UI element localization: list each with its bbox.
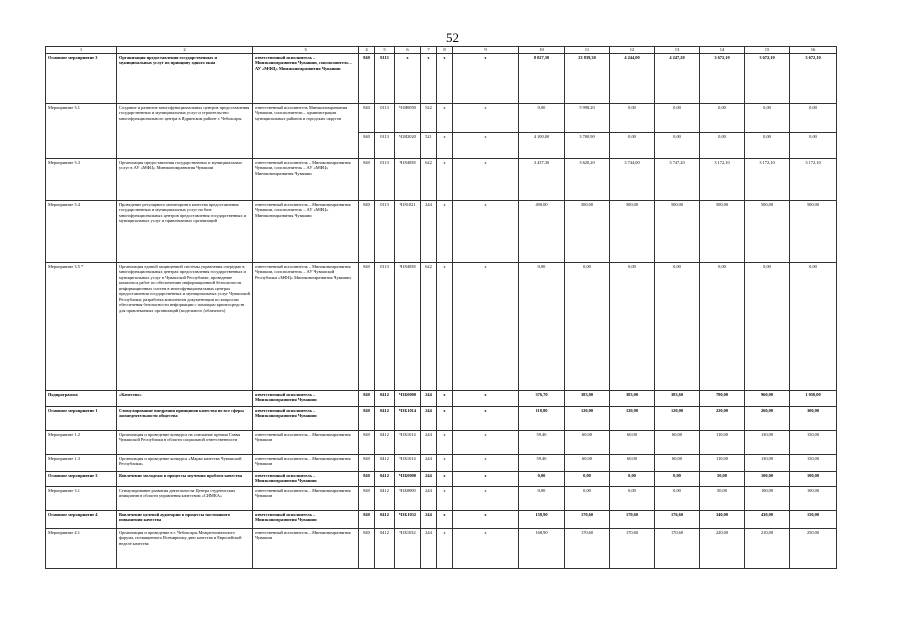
- amount-cell: 0,00: [610, 104, 655, 133]
- amount-cell: 0,00: [610, 487, 655, 511]
- activity-code-cell: Подпрограмма: [46, 391, 117, 407]
- budget-code-cell: 244: [421, 529, 437, 569]
- budget-code-cell: x: [437, 391, 453, 407]
- executor-cell: ответственный исполнитель – Минэкономразвития Чувашии, соисполнитель – АУ «МФЦ» Минэкономразвития Чувашии: [253, 159, 359, 201]
- budget-code-cell: x: [437, 511, 453, 529]
- amount-cell: 60,00: [655, 455, 700, 472]
- amount-cell: 170,60: [565, 511, 610, 529]
- column-number-cell: 15: [745, 47, 790, 54]
- budget-code-cell: x: [453, 529, 519, 569]
- column-number-cell: 1: [46, 47, 117, 54]
- table-row: [46, 487, 837, 511]
- budget-code-cell: Ч1Б0000: [395, 391, 421, 407]
- amount-cell: 0,00: [655, 472, 700, 487]
- budget-code-cell: x: [453, 201, 519, 263]
- amount-cell: 168,90: [519, 529, 565, 569]
- amount-cell: 1 050,00: [790, 391, 837, 407]
- amount-cell: 120,00: [655, 407, 700, 431]
- amount-cell: 3 172,10: [790, 159, 837, 201]
- executor-cell: ответственный исполнитель – Минэкономразвития Чувашии: [253, 455, 359, 472]
- budget-code-cell: x: [437, 133, 453, 159]
- amount-cell: 3 744,00: [610, 159, 655, 201]
- executor-cell: ответственный исполнитель – Минэкономразвития Чувашии: [253, 407, 359, 431]
- amount-cell: 100,00: [745, 472, 790, 487]
- table-row: [46, 511, 837, 529]
- amount-cell: 150,00: [790, 455, 837, 472]
- amount-cell: 0,00: [700, 104, 745, 133]
- amount-cell: 150,00: [790, 431, 837, 455]
- activity-code-cell: Мероприятие 3.3: [46, 159, 117, 201]
- budget-code-cell: 244: [421, 487, 437, 511]
- activity-code-cell: Мероприятие 3.5 *: [46, 263, 117, 391]
- amount-cell: 60,00: [565, 431, 610, 455]
- amount-cell: 0,00: [655, 263, 700, 391]
- amount-cell: 0,00: [790, 104, 837, 133]
- budget-code-cell: 840: [359, 159, 375, 201]
- budget-code-cell: 244: [421, 391, 437, 407]
- budget-code-cell: x: [437, 487, 453, 511]
- amount-cell: 0,00: [610, 133, 655, 159]
- column-number-cell: 5: [375, 47, 395, 54]
- budget-code-cell: x: [437, 159, 453, 201]
- budget-code-cell: 840: [359, 263, 375, 391]
- amount-cell: 780,00: [700, 391, 745, 407]
- budget-code-cell: x: [453, 54, 519, 104]
- budget-code-cell: Ч1Б0000: [395, 487, 421, 511]
- budget-code-cell: x: [437, 472, 453, 487]
- budget-code-cell: 0412: [375, 431, 395, 455]
- amount-cell: 100,00: [790, 472, 837, 487]
- amount-cell: 5 998,20: [565, 104, 610, 133]
- executor-cell: ответственный исполнитель – Минэкономразвития Чувашии: [253, 529, 359, 569]
- column-number-cell: 7: [421, 47, 437, 54]
- amount-cell: 0,00: [519, 472, 565, 487]
- amount-cell: 4 100,00: [519, 133, 565, 159]
- amount-cell: 500,00: [700, 201, 745, 263]
- budget-code-cell: Ч1Б1014: [395, 407, 421, 431]
- amount-cell: 50,00: [700, 472, 745, 487]
- budget-code-cell: x: [453, 472, 519, 487]
- budget-code-cell: 0113: [375, 104, 395, 133]
- budget-code-cell: 0412: [375, 391, 395, 407]
- budget-code-cell: 840: [359, 529, 375, 569]
- executor-cell: ответственный исполнитель – Минэкономразвития Чувашии: [253, 487, 359, 511]
- budget-code-cell: 840: [359, 104, 375, 133]
- budget-code-cell: x: [437, 263, 453, 391]
- activity-code-cell: Мероприятие 3.1: [46, 487, 117, 511]
- amount-cell: 0,00: [655, 487, 700, 511]
- budget-code-cell: 840: [359, 487, 375, 511]
- budget-code-cell: 840: [359, 54, 375, 104]
- column-number-cell: 16: [790, 47, 837, 54]
- amount-cell: 260,00: [745, 407, 790, 431]
- amount-cell: 0,00: [610, 263, 655, 391]
- activity-code-cell: Мероприятие 1.3: [46, 455, 117, 472]
- budget-code-cell: x: [453, 391, 519, 407]
- amount-cell: 158,90: [519, 511, 565, 529]
- amount-cell: 0,00: [700, 263, 745, 391]
- activity-name-cell: Вовлечение молодежи в процессы изучения проблем качества: [117, 472, 253, 487]
- column-number-cell: 2: [117, 47, 253, 54]
- executor-cell: ответственный исполнитель – Минэкономразвития Чувашии: [253, 472, 359, 487]
- amount-cell: 3 672,10: [700, 54, 745, 104]
- amount-cell: 170,60: [610, 529, 655, 569]
- amount-cell: 0,00: [790, 133, 837, 159]
- budget-code-cell: 0412: [375, 407, 395, 431]
- amount-cell: 100,00: [790, 487, 837, 511]
- amount-cell: 383,00: [610, 391, 655, 407]
- amount-cell: 3 172,10: [745, 159, 790, 201]
- table-row: [46, 472, 837, 487]
- budget-code-cell: Ч1Б1014: [395, 455, 421, 472]
- amount-cell: 220,00: [700, 529, 745, 569]
- budget-code-cell: 840: [359, 431, 375, 455]
- budget-code-cell: Ч1Б0000: [395, 472, 421, 487]
- activity-name-cell: «Качество»: [117, 391, 253, 407]
- amount-cell: 0,00: [745, 263, 790, 391]
- activity-name-cell: Стимулирование внедрения принципов качества во все сферы жизнедеятельности общества: [117, 407, 253, 431]
- column-number-cell: 4: [359, 47, 375, 54]
- budget-code-cell: x: [437, 455, 453, 472]
- activity-name-cell: Организация единой защищенной системы управления очередью в многофункциональных центрах предоставления государственных и муниципальных услуг в Чувашской Республике, проведение комплекса работ по обеспечению информационной безопасности информационных систем в многофункциональных центрах предоставления государственных и муниципальных услуг Чувашской Республики, разработка комплектов документации по вопросам обеспечения безопасности информации с помощью криптосредств для привлекаемых организаций (модельного (облачного): [117, 263, 253, 391]
- budget-code-cell: 244: [421, 455, 437, 472]
- budget-code-cell: Ч181021: [395, 201, 421, 263]
- amount-cell: 0,00: [519, 487, 565, 511]
- amount-cell: 110,00: [700, 455, 745, 472]
- amount-cell: 383,00: [565, 391, 610, 407]
- amount-cell: 490,00: [519, 201, 565, 263]
- budget-code-cell: Ч1Б1014: [395, 431, 421, 455]
- amount-cell: 120,00: [610, 407, 655, 431]
- amount-cell: 60,00: [610, 455, 655, 472]
- amount-cell: 50,00: [700, 487, 745, 511]
- amount-cell: 4 247,20: [655, 54, 700, 104]
- amount-cell: 500,00: [745, 201, 790, 263]
- activity-name-cell: Организация и проведение конкурса «Марка качества Чувашской Республики»: [117, 455, 253, 472]
- budget-code-cell: 840: [359, 407, 375, 431]
- amount-cell: 220,00: [700, 407, 745, 431]
- activity-code-cell: Основное мероприятие 4: [46, 511, 117, 529]
- amount-cell: 8 027,30: [519, 54, 565, 104]
- budget-code-cell: x: [453, 159, 519, 201]
- page-number: 52: [446, 30, 459, 45]
- budget-code-cell: x: [453, 104, 519, 133]
- budget-code-cell: x: [437, 529, 453, 569]
- budget-code-cell: 0113: [375, 133, 395, 159]
- activity-name-cell: Проведение регулярного мониторинга качества предоставления государственных и муниципальных услуг на базе многофункциональных центров предоставления государственных и муниципальных услуг и привлекаемых организаций: [117, 201, 253, 263]
- amount-cell: 170,60: [655, 529, 700, 569]
- executor-cell: ответственный исполнитель – Минэкономразвития Чувашии, соисполнитель – АУ «МФЦ» Минэкономразвития Чувашии: [253, 54, 359, 104]
- table-row: [46, 54, 837, 104]
- amount-cell: 0,00: [610, 472, 655, 487]
- activity-code-cell: Мероприятие 3.1: [46, 104, 117, 159]
- budget-code-cell: x: [437, 54, 453, 104]
- budget-code-cell: 0113: [375, 201, 395, 263]
- budget-code-cell: x: [453, 407, 519, 431]
- amount-cell: 383,60: [655, 391, 700, 407]
- amount-cell: 3 747,20: [655, 159, 700, 201]
- column-number-cell: 10: [519, 47, 565, 54]
- budget-code-cell: 0113: [375, 263, 395, 391]
- activity-code-cell: Мероприятие 4.1: [46, 529, 117, 569]
- budget-code-cell: 244: [421, 431, 437, 455]
- amount-cell: 0,00: [565, 472, 610, 487]
- budget-code-cell: 840: [359, 391, 375, 407]
- column-number-cell: 12: [610, 47, 655, 54]
- budget-code-cell: 622: [421, 263, 437, 391]
- amount-cell: 3 620,20: [565, 159, 610, 201]
- amount-cell: 3 700,90: [565, 133, 610, 159]
- budget-code-cell: x: [453, 455, 519, 472]
- amount-cell: 4 244,00: [610, 54, 655, 104]
- executor-cell: ответственный исполнитель – Минэкономразвития Чувашии: [253, 511, 359, 529]
- budget-code-cell: 522: [421, 104, 437, 133]
- budget-code-cell: 0412: [375, 487, 395, 511]
- budget-code-cell: x: [453, 487, 519, 511]
- amount-cell: 3 672,10: [745, 54, 790, 104]
- budget-code-cell: 840: [359, 511, 375, 529]
- budget-code-cell: 622: [421, 159, 437, 201]
- amount-cell: 60,00: [565, 455, 610, 472]
- program-financing-table: [45, 46, 837, 569]
- table-row: [46, 159, 837, 201]
- amount-cell: 60,00: [610, 431, 655, 455]
- budget-code-cell: 244: [421, 511, 437, 529]
- activity-name-cell: Организация предоставления государственных и муниципальных услуг в АУ «МФЦ» Минэкономразвития Чувашии: [117, 159, 253, 201]
- budget-code-cell: 840: [359, 472, 375, 487]
- budget-code-cell: x: [437, 104, 453, 133]
- activity-code-cell: Мероприятие 3.4: [46, 201, 117, 263]
- amount-cell: 0,00: [700, 133, 745, 159]
- activity-code-cell: Основное мероприятие 1: [46, 407, 117, 431]
- table-row: [46, 263, 837, 391]
- table-row: [46, 407, 837, 431]
- executor-cell: ответственный исполнитель – Минэкономразвития Чувашии: [253, 391, 359, 407]
- budget-code-cell: 0113: [375, 159, 395, 201]
- amount-cell: 110,00: [700, 431, 745, 455]
- activity-name-cell: Вовлечение целевой аудитории в процессы постоянного повышения качества: [117, 511, 253, 529]
- column-number-cell: 14: [700, 47, 745, 54]
- budget-code-cell: 244: [421, 472, 437, 487]
- budget-code-cell: 840: [359, 133, 375, 159]
- table-row: [46, 201, 837, 263]
- column-number-cell: 9: [453, 47, 519, 54]
- table-body: [46, 47, 837, 569]
- amount-cell: 0,00: [745, 133, 790, 159]
- amount-cell: 0,00: [790, 263, 837, 391]
- amount-cell: 300,00: [790, 407, 837, 431]
- activity-code-cell: Основное мероприятие 3: [46, 472, 117, 487]
- budget-code-cell: 521: [421, 133, 437, 159]
- column-number-cell: 8: [437, 47, 453, 54]
- amount-cell: 100,00: [745, 487, 790, 511]
- budget-code-cell: 0113: [375, 54, 395, 104]
- amount-cell: 3 437,30: [519, 159, 565, 201]
- activity-name-cell: Стимулирование развития деятельности Центра студенческих инициатив в области управления качеством «СИМКА»: [117, 487, 253, 511]
- table-row: [46, 529, 837, 569]
- table-row: [46, 455, 837, 472]
- budget-code-cell: 0412: [375, 472, 395, 487]
- amount-cell: 176,60: [655, 511, 700, 529]
- activity-code-cell: Основное мероприятие 3: [46, 54, 117, 104]
- amount-cell: 3 172,10: [700, 159, 745, 201]
- executor-cell: ответственный исполнитель – Минэкономразвития Чувашии: [253, 431, 359, 455]
- column-number-cell: 11: [565, 47, 610, 54]
- budget-code-cell: 0412: [375, 455, 395, 472]
- amount-cell: 23 839,30: [565, 54, 610, 104]
- executor-cell: ответственный исполнитель Минэкономразвития Чувашии, соисполнители – администрации муниципальных районов и городских округов: [253, 104, 359, 159]
- table-row: [46, 104, 837, 133]
- amount-cell: 0,00: [655, 133, 700, 159]
- budget-code-cell: x: [437, 407, 453, 431]
- budget-code-cell: Ч184058: [395, 263, 421, 391]
- budget-code-cell: Ч1Б1032: [395, 511, 421, 529]
- budget-code-cell: Ч1Я0050: [395, 104, 421, 133]
- amount-cell: 59,40: [519, 431, 565, 455]
- table-row: [46, 391, 837, 407]
- amount-cell: 500,00: [790, 201, 837, 263]
- activity-name-cell: Создание и развитие многофункциональных центров предоставления государственных и муниципальных услуг и строительство многофункционального центра в Ядринском районе г. Чебоксары: [117, 104, 253, 159]
- amount-cell: 130,00: [745, 455, 790, 472]
- budget-code-cell: 0412: [375, 529, 395, 569]
- budget-code-cell: Ч1Я2020: [395, 133, 421, 159]
- amount-cell: 500,00: [655, 201, 700, 263]
- amount-cell: 118,80: [519, 407, 565, 431]
- amount-cell: 150,00: [790, 511, 837, 529]
- amount-cell: 0,00: [655, 104, 700, 133]
- amount-cell: 0,00: [519, 263, 565, 391]
- executor-cell: ответственный исполнитель – Минэкономразвития Чувашии, соисполнитель – АУ Чувашской Республики «МФЦ» Минэкономразвития Чувашии: [253, 263, 359, 391]
- amount-cell: 130,00: [745, 431, 790, 455]
- amount-cell: 0,00: [745, 104, 790, 133]
- budget-code-cell: x: [453, 511, 519, 529]
- column-number-row: [46, 47, 837, 54]
- executor-cell: ответственный исполнитель – Минэкономразвития Чувашии, соисполнитель – АУ «МФЦ» Минэкономразвития Чувашии: [253, 201, 359, 263]
- amount-cell: 500,00: [565, 201, 610, 263]
- budget-code-cell: x: [437, 201, 453, 263]
- budget-code-cell: 244: [421, 407, 437, 431]
- column-number-cell: 6: [395, 47, 421, 54]
- column-number-cell: 3: [253, 47, 359, 54]
- budget-code-cell: 0412: [375, 511, 395, 529]
- budget-code-cell: 840: [359, 455, 375, 472]
- amount-cell: 340,00: [700, 511, 745, 529]
- activity-name-cell: Организация и проведение в г. Чебоксары Межрегионального форума, посвященного Всемирному дню качества и Европейской неделе качества: [117, 529, 253, 569]
- amount-cell: 0,00: [519, 104, 565, 133]
- column-number-cell: 13: [655, 47, 700, 54]
- amount-cell: 60,00: [655, 431, 700, 455]
- activity-code-cell: Мероприятие 1.2: [46, 431, 117, 455]
- amount-cell: 500,00: [610, 201, 655, 263]
- amount-cell: 59,40: [519, 455, 565, 472]
- amount-cell: 170,60: [610, 511, 655, 529]
- amount-cell: 120,00: [565, 407, 610, 431]
- amount-cell: 210,00: [745, 529, 790, 569]
- budget-code-cell: Ч1Б1032: [395, 529, 421, 569]
- amount-cell: 0,00: [565, 487, 610, 511]
- amount-cell: 0,00: [565, 263, 610, 391]
- budget-code-cell: x: [453, 263, 519, 391]
- amount-cell: 376,70: [519, 391, 565, 407]
- budget-code-cell: x: [453, 133, 519, 159]
- budget-code-cell: x: [437, 431, 453, 455]
- budget-code-cell: x: [453, 431, 519, 455]
- activity-name-cell: Организация предоставления государственных и муниципальных услуг по принципу одного окна: [117, 54, 253, 104]
- budget-code-cell: x: [395, 54, 421, 104]
- budget-code-cell: 244: [421, 201, 437, 263]
- budget-code-cell: Ч184058: [395, 159, 421, 201]
- budget-code-cell: 840: [359, 201, 375, 263]
- amount-cell: 430,00: [745, 511, 790, 529]
- amount-cell: 3 672,10: [790, 54, 837, 104]
- budget-code-cell: x: [421, 54, 437, 104]
- activity-name-cell: Организация и проведение конкурса на соискание премии Главы Чувашской Республики в области социальной ответственности: [117, 431, 253, 455]
- table-row: [46, 431, 837, 455]
- amount-cell: 170,60: [565, 529, 610, 569]
- amount-cell: 960,00: [745, 391, 790, 407]
- amount-cell: 250,00: [790, 529, 837, 569]
